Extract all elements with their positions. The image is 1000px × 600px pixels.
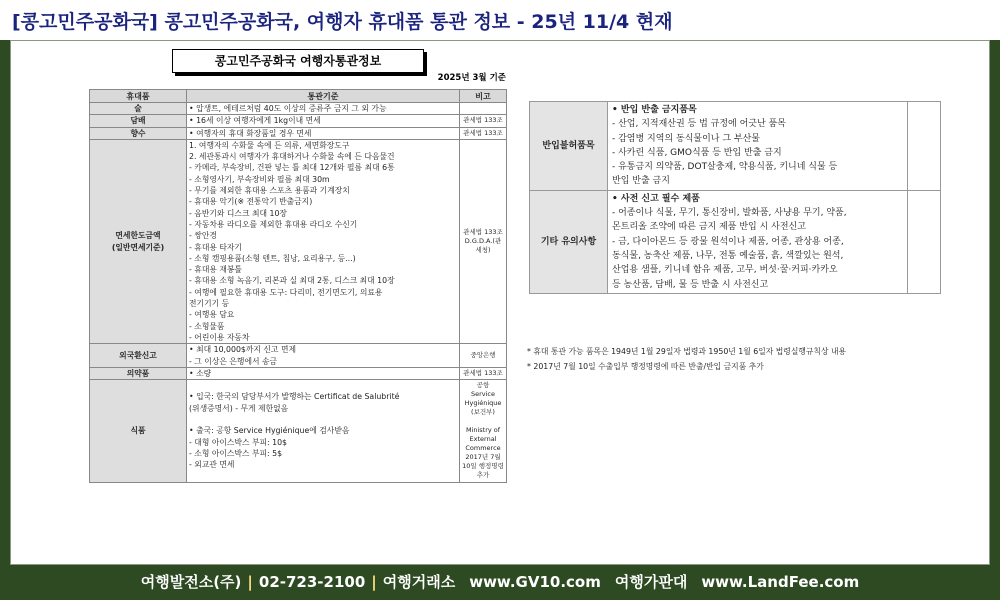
document-panel bbox=[10, 40, 990, 565]
item-criteria bbox=[187, 115, 460, 127]
item-criteria bbox=[187, 103, 460, 115]
restriction-note bbox=[908, 190, 941, 293]
table-row bbox=[530, 102, 941, 191]
criteria-line: (위생증명서) - 무게 제한없음 bbox=[189, 403, 289, 413]
restriction-line: - 유통금지 의약품, DOT살충제, 약용식품, 키니네 식물 등 bbox=[612, 162, 838, 173]
table-row bbox=[90, 380, 507, 483]
criteria-line: • 압생트, 에테르처럼 40도 이상의 증류주 금지 그 외 가능 bbox=[189, 104, 387, 113]
criteria-line: - 음반기와 디스크 최대 10장 bbox=[189, 208, 287, 218]
footer-price-label: 여행가판대 bbox=[614, 573, 688, 591]
restriction-details bbox=[608, 190, 908, 293]
criteria-line: - 휴대용 타자기 bbox=[189, 242, 242, 252]
criteria-line: 1. 여행자의 수화물 속에 든 의류, 세면화장도구 bbox=[189, 140, 350, 150]
item-category: 식품 bbox=[90, 380, 187, 483]
restriction-line: • 사전 신고 필수 제품 bbox=[612, 193, 700, 204]
restriction-line: - 어종이나 식물, 무기, 통신장비, 발화품, 사냥용 무기, 약품, bbox=[612, 208, 847, 219]
item-criteria bbox=[187, 127, 460, 139]
footer-company: 여행발전소(주) bbox=[140, 573, 242, 591]
table-row bbox=[90, 115, 507, 127]
restriction-line: - 사카린 식품, GMO식품 등 반입 반출 금지 bbox=[612, 147, 782, 158]
criteria-line: - 쌍안경 bbox=[189, 231, 217, 241]
table-row bbox=[90, 127, 507, 139]
customs-table bbox=[89, 89, 507, 483]
footer-price-link[interactable]: www.LandFee.com bbox=[701, 573, 860, 591]
criteria-line: - 자동차용 라디오를 제외한 휴대용 라디오 수신기 bbox=[189, 219, 358, 229]
criteria-line: - 외교관 면세 bbox=[189, 460, 235, 470]
footer-exchange-label: 여행거래소 bbox=[382, 573, 456, 591]
footer bbox=[0, 566, 1000, 600]
criteria-line: • 입국: 한국의 담당부서가 발행하는 Certificat de Salubrité bbox=[189, 392, 400, 402]
item-category: 술 bbox=[90, 103, 187, 115]
criteria-line: - 여행용 담요 bbox=[189, 310, 235, 320]
doc-title: 콩고민주공화국 여행자통관정보 bbox=[172, 49, 424, 73]
criteria-line: 2. 세관통과시 여행자가 휴대하거나 수화물 속에 든 다음물건 bbox=[189, 152, 395, 162]
item-criteria bbox=[187, 344, 460, 368]
footnote: * 2017년 7월 10일 수출입부 행정명령에 따른 반출/반입 금지품 추가 bbox=[527, 362, 764, 371]
item-criteria bbox=[187, 380, 460, 483]
criteria-line: • 여행자의 휴대 화장품일 경우 면세 bbox=[189, 128, 312, 138]
criteria-line: - 어린이용 자동차 bbox=[189, 332, 250, 342]
restriction-line: - 금, 다이아몬드 등 광물 원석이나 제품, 어종, 관상용 어종, bbox=[612, 236, 844, 247]
restriction-line: • 반입 반출 금지품목 bbox=[612, 105, 697, 115]
criteria-line: • 최대 10,000$까지 신고 면제 bbox=[189, 345, 297, 355]
criteria-line: • 16세 이상 여행자에게 1kg이내 면세 bbox=[189, 116, 321, 126]
footer-phone: 02-723-2100 bbox=[258, 573, 366, 591]
criteria-line: • 출국: 공항 Service Hygiénique에 검사받음 bbox=[189, 426, 350, 436]
item-note bbox=[460, 103, 507, 115]
table-row bbox=[90, 103, 507, 115]
criteria-line: - 카메라, 부속장비, 건판 넣는 틀 최대 12개와 필름 최대 6통 bbox=[189, 163, 395, 173]
item-note: 중앙은행 bbox=[460, 344, 507, 368]
doc-date: 2025년 3월 기준 bbox=[437, 73, 506, 83]
restriction-line: 몬트리올 조약에 따른 금지 제품 반입 시 사전신고 bbox=[612, 222, 806, 233]
criteria-line: - 휴대용 소형 녹음기, 리본과 실 최대 2통, 디스크 최대 10장 bbox=[189, 276, 395, 286]
footer-separator: | bbox=[371, 573, 377, 591]
item-note: 공항 Service Hygiénique (보건부) Ministry of External Commerce 2017년 7월 10일 행정명령 추가 bbox=[460, 380, 507, 483]
item-category: 외국환신고 bbox=[90, 344, 187, 368]
criteria-line: - 무기를 제외한 휴대용 스포츠 용품과 기계장치 bbox=[189, 186, 350, 196]
restriction-line: 등 농산품, 담배, 물 등 반출 시 사전신고 bbox=[612, 279, 769, 290]
restriction-line: 반입 반출 금지 bbox=[612, 176, 670, 187]
table-row bbox=[90, 344, 507, 368]
footer-separator: | bbox=[247, 573, 253, 591]
restriction-category: 반입불허품목 bbox=[530, 102, 608, 191]
criteria-line: - 소형 캠핑용품(소형 텐트, 침낭, 요리용구, 등...) bbox=[189, 253, 356, 263]
criteria-line bbox=[189, 380, 457, 391]
item-note: 관세법 133조 bbox=[460, 367, 507, 379]
criteria-line: - 그 이상은 은행에서 송금 bbox=[189, 356, 278, 366]
criteria-line: - 대형 아이스박스 부피: 10$ bbox=[189, 437, 288, 447]
restriction-line: 산업용 샘플, 키니네 함유 제품, 고무, 버섯·꿀·커피·카카오 bbox=[612, 265, 838, 276]
restriction-note bbox=[908, 102, 941, 191]
page-title: [콩고민주공화국] 콩고민주공화국, 여행자 휴대품 통관 정보 - 25년 11/4 현재 bbox=[12, 11, 673, 33]
restriction-line: - 산업, 지적재산권 등 법 규정에 어긋난 품목 bbox=[612, 119, 786, 130]
criteria-line: - 휴대용 재봉틀 bbox=[189, 265, 242, 275]
table-row bbox=[90, 367, 507, 379]
criteria-line: 전기기기 등 bbox=[189, 299, 230, 309]
table-row bbox=[530, 190, 941, 293]
criteria-line: - 소형영사기, 부속장비와 필름 최대 30m bbox=[189, 174, 330, 184]
criteria-line: - 소형물품 bbox=[189, 321, 225, 331]
item-category: 향수 bbox=[90, 127, 187, 139]
criteria-line bbox=[189, 471, 457, 482]
footer-exchange-link[interactable]: www.GV10.com bbox=[469, 573, 601, 591]
header-item: 휴대품 bbox=[90, 90, 187, 103]
criteria-line: • 소량 bbox=[189, 368, 212, 378]
criteria-line: - 소형 아이스박스 부피: 5$ bbox=[189, 448, 283, 458]
restrictions-table bbox=[529, 101, 941, 294]
item-note: 관세법 133조 bbox=[460, 115, 507, 127]
item-note: 관세법 133조 D.G.D.A.(관세청) bbox=[460, 139, 507, 343]
item-category: 면세한도금액 (일반면세기준) bbox=[90, 139, 187, 343]
table-row bbox=[90, 139, 507, 343]
restriction-category: 기타 유의사항 bbox=[530, 190, 608, 293]
item-criteria bbox=[187, 139, 460, 343]
page-title-bar bbox=[0, 0, 1000, 40]
restriction-line: - 감염병 지역의 동식물이나 그 부산물 bbox=[612, 133, 760, 144]
criteria-line: - 휴대용 악기(※ 전통악기 반출금지) bbox=[189, 197, 313, 207]
item-category: 의약품 bbox=[90, 367, 187, 379]
criteria-line: - 여행에 필요한 휴대용 도구: 다리미, 전기면도기, 의료용 bbox=[189, 287, 383, 297]
item-criteria bbox=[187, 367, 460, 379]
header-criteria: 통관기준 bbox=[187, 90, 460, 103]
restriction-line: 동식물, 농축산 제품, 나무, 전통 예술품, 흙, 색깔있는 원석, bbox=[612, 250, 844, 261]
item-note: 관세법 133조 bbox=[460, 127, 507, 139]
header-note: 비고 bbox=[460, 90, 507, 103]
restriction-details bbox=[608, 102, 908, 191]
footnote: * 휴대 통관 가능 품목은 1949년 1월 29일자 법령과 1950년 1월 6일자 법령실행규칙상 내용 bbox=[527, 347, 847, 356]
criteria-line bbox=[189, 414, 457, 425]
item-category: 담배 bbox=[90, 115, 187, 127]
